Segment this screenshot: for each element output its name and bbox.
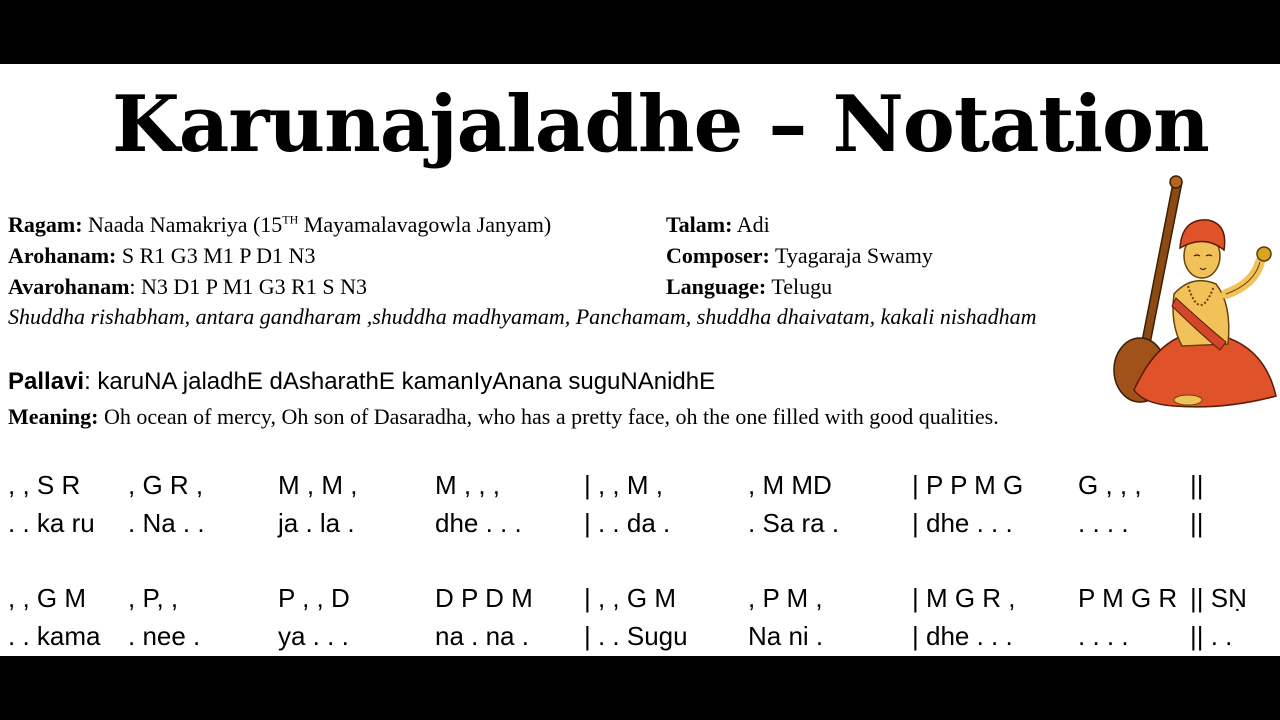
notation-lyric: | dhe . . . [912, 508, 1013, 538]
notation-lyric: Na ni . [748, 621, 824, 651]
notation-swara: , , G M [8, 583, 86, 613]
notation-lyric: . . kama [8, 621, 101, 651]
talam-label: Talam: [666, 212, 733, 237]
notation-lyric: | dhe . . . [912, 621, 1013, 651]
avarohanam-label: Avarohanam [8, 274, 130, 299]
pallavi-text: : karuNA jaladhE dAsharathE kamanIyAnana suguNAnidhE [84, 368, 716, 395]
notation-lyric: . nee . [128, 621, 201, 651]
ragam-value-post: Mayamalavagowla Janyam) [298, 212, 552, 237]
notation-lyric: . . ka ru [8, 508, 95, 538]
language-label: Language: [666, 274, 767, 299]
avarohanam-line [8, 274, 367, 300]
notation-lyric: . . . . [1078, 621, 1129, 651]
notation-lyric: ja . la . [278, 508, 355, 538]
ragam-label: Ragam: [8, 212, 83, 237]
meaning-text: Oh ocean of mercy, Oh son of Dasaradha, who has a pretty face, oh the one filled with good qualities. [103, 404, 999, 429]
notation-lyric: ya . . . [278, 621, 349, 651]
ragam-line [8, 212, 551, 238]
notation-lyric: dhe . . . [435, 508, 522, 538]
notation-lyric: . Na . . [128, 508, 205, 538]
notation-swara: P M G R [1078, 583, 1178, 613]
composer-label: Composer: [666, 243, 770, 268]
page-title: Karunajaladhe – Notation [112, 79, 1209, 170]
arohanam-line [8, 243, 315, 269]
notation-lyric: || . . [1190, 621, 1233, 651]
meaning-line [8, 404, 999, 430]
composer-value: Tyagaraja Swamy [774, 243, 933, 268]
talam-value: Adi [736, 212, 770, 237]
notation-swara: | M G R , [912, 583, 1016, 613]
talam-line [666, 212, 770, 238]
notation-lyric: || [1190, 508, 1204, 538]
notation-swara: , , S R [8, 470, 81, 500]
notation-swara: || [1190, 470, 1204, 500]
saint-with-veena-illustration [1104, 174, 1280, 410]
notation-swara: | , , M , [584, 470, 663, 500]
notation-swara: , M MD [748, 470, 832, 500]
meaning-label: Meaning: [8, 404, 99, 429]
notation-page [0, 64, 1280, 656]
pallavi-label: Pallavi [8, 368, 85, 395]
language-value: Telugu [771, 274, 833, 299]
composer-line [666, 243, 933, 269]
notation-lyric: | . . Sugu [584, 621, 688, 651]
notation-swara: || SṆ [1190, 583, 1247, 613]
notation-swara: , P, , [128, 583, 179, 613]
pallavi-line [8, 368, 715, 396]
notation-swara: D P D M [435, 583, 533, 613]
language-line [666, 274, 832, 300]
arohanam-value: S R1 G3 M1 P D1 N3 [121, 243, 316, 268]
notation-swara: , P M , [748, 583, 823, 613]
notation-swara: | , , G M [584, 583, 676, 613]
notation-lyric: . Sa ra . [748, 508, 840, 538]
avarohanam-value: : N3 D1 P M1 G3 R1 S N3 [129, 274, 367, 299]
notation-swara: , G R , [128, 470, 204, 500]
notation-lyric: | . . da . [584, 508, 671, 538]
notation-lyric: . . . . [1078, 508, 1129, 538]
notation-swara: G , , , [1078, 470, 1142, 500]
notation-swara: | P P M G [912, 470, 1024, 500]
notation-swara: M , , , [435, 470, 500, 500]
ragam-value-pre: Naada Namakriya (15 [88, 212, 283, 237]
ragam-sup: TH [282, 212, 299, 227]
notation-swara: M , M , [278, 470, 358, 500]
notation-lyric: na . na . [435, 621, 529, 651]
notation-swara: P , , D [278, 583, 350, 613]
scale-description: Shuddha rishabham, antara gandharam ,shuddha madhyamam, Panchamam, shuddha dhaivatam, kakali nishadham [8, 304, 1037, 329]
arohanam-label: Arohanam: [8, 243, 117, 268]
